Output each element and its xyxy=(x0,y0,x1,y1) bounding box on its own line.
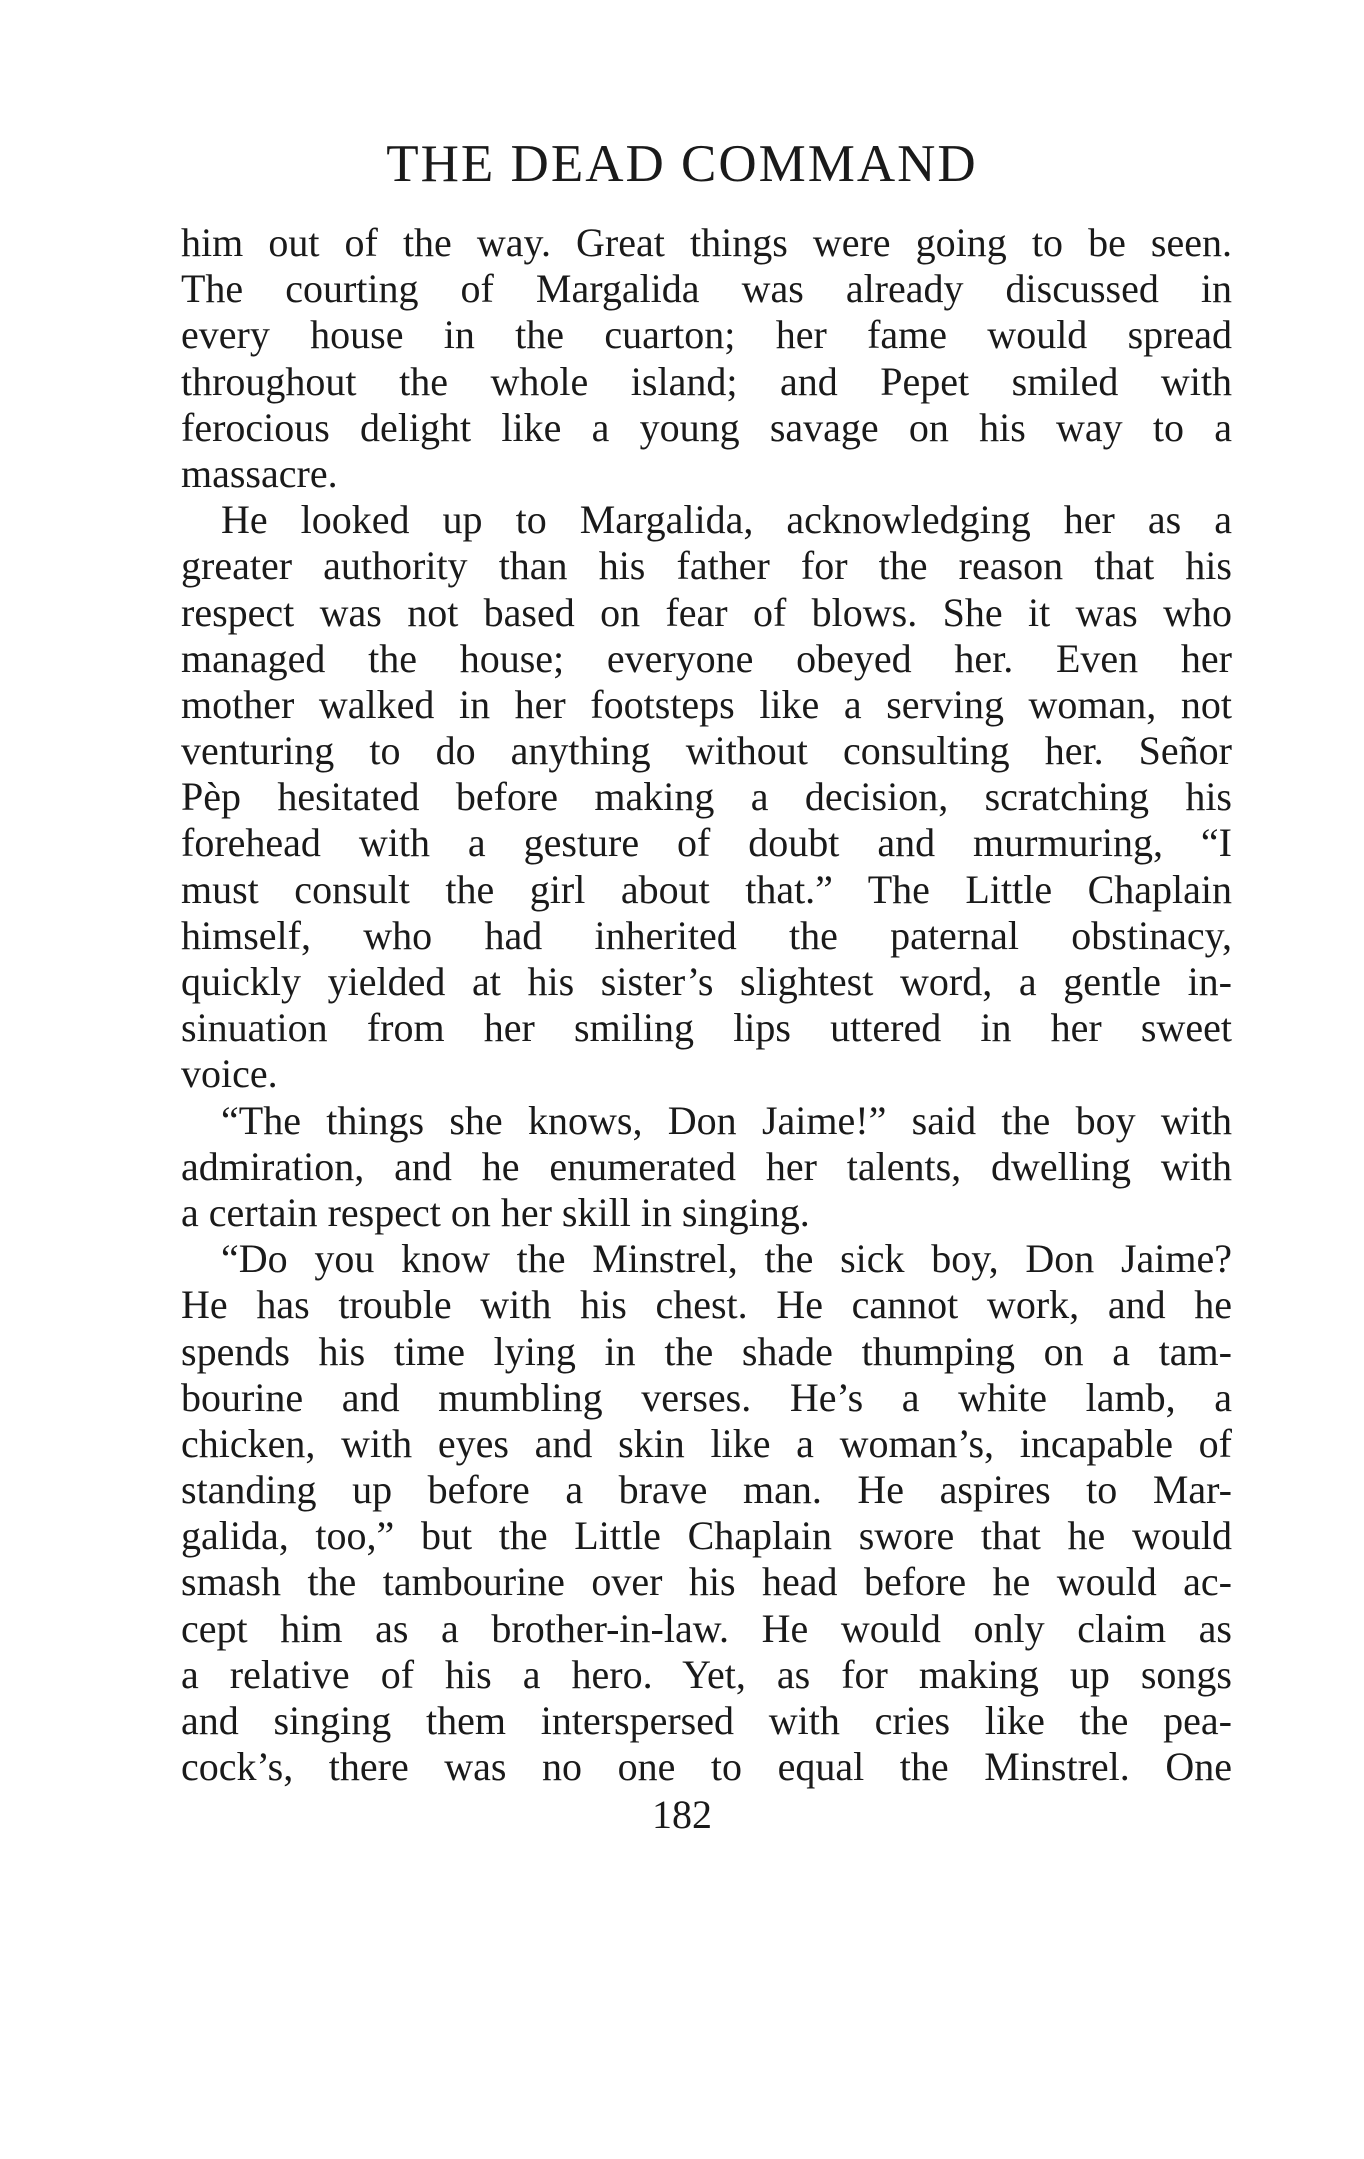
text-line: “Do you know the Minstrel, the sick boy, Don Jaime? xyxy=(221,1236,1232,1282)
text-line: chicken, with eyes and skin like a woman’s, incapable of xyxy=(181,1420,1232,1466)
text-line: forehead with a gesture of doubt and murmuring, “I xyxy=(181,820,1232,866)
text-line: cock’s, there was no one to equal the Minstrel. One xyxy=(181,1744,1232,1790)
running-head: THE DEAD COMMAND xyxy=(386,135,978,193)
text-line: must consult the girl about that.” The Little Chaplain xyxy=(181,866,1232,912)
text-line: standing up before a brave man. He aspires to Mar- xyxy=(181,1467,1232,1513)
text-line: sinuation from her smiling lips uttered in her sweet xyxy=(181,1005,1232,1051)
text-line: Pèp hesitated before making a decision, scratching his xyxy=(181,774,1232,820)
text-line: every house in the cuarton; her fame would spread xyxy=(181,312,1232,358)
text-line: ferocious delight like a young savage on his way to a xyxy=(181,404,1232,450)
text-line: mother walked in her footsteps like a serving woman, not xyxy=(181,681,1232,727)
text-line: quickly yielded at his sister’s slightest word, a gentle in- xyxy=(181,959,1232,1004)
text-line: “The things she knows, Don Jaime!” said the boy with xyxy=(221,1097,1232,1143)
text-line: and singing them interspersed with cries like the pea- xyxy=(181,1698,1232,1743)
text-line: He looked up to Margalida, acknowledging her as a xyxy=(221,497,1232,543)
text-line: greater authority than his father for the reason that his xyxy=(181,543,1232,589)
text-line: voice. xyxy=(181,1051,278,1097)
text-line: galida, too,” but the Little Chaplain swore that he would xyxy=(181,1513,1232,1559)
body-text xyxy=(181,220,1232,1790)
text-line: managed the house; everyone obeyed her. Even her xyxy=(181,635,1232,681)
text-line: himself, who had inherited the paternal obstinacy, xyxy=(181,912,1232,958)
text-line: a certain respect on her skill in singing. xyxy=(181,1189,810,1235)
text-line: spends his time lying in the shade thumping on a tam- xyxy=(181,1328,1232,1374)
text-line: venturing to do anything without consulting her. Señor xyxy=(181,728,1232,774)
text-line: throughout the whole island; and Pepet smiled with xyxy=(181,358,1232,404)
text-line: admiration, and he enumerated her talents, dwelling with xyxy=(181,1143,1232,1189)
text-line: bourine and mumbling verses. He’s a white lamb, a xyxy=(181,1374,1232,1420)
text-line: He has trouble with his chest. He cannot work, and he xyxy=(181,1282,1232,1328)
text-line: massacre. xyxy=(181,450,338,496)
text-line: respect was not based on fear of blows. She it was who xyxy=(181,589,1232,635)
text-line: a relative of his a hero. Yet, as for making up songs xyxy=(181,1651,1232,1697)
text-line: him out of the way. Great things were going to be seen. xyxy=(181,220,1232,265)
text-line: cept him as a brother-in-law. He would only claim as xyxy=(181,1605,1232,1651)
text-line: The courting of Margalida was already discussed in xyxy=(181,266,1232,312)
text-line: smash the tambourine over his head before he would ac- xyxy=(181,1559,1232,1605)
page-number: 182 xyxy=(652,1792,712,1837)
